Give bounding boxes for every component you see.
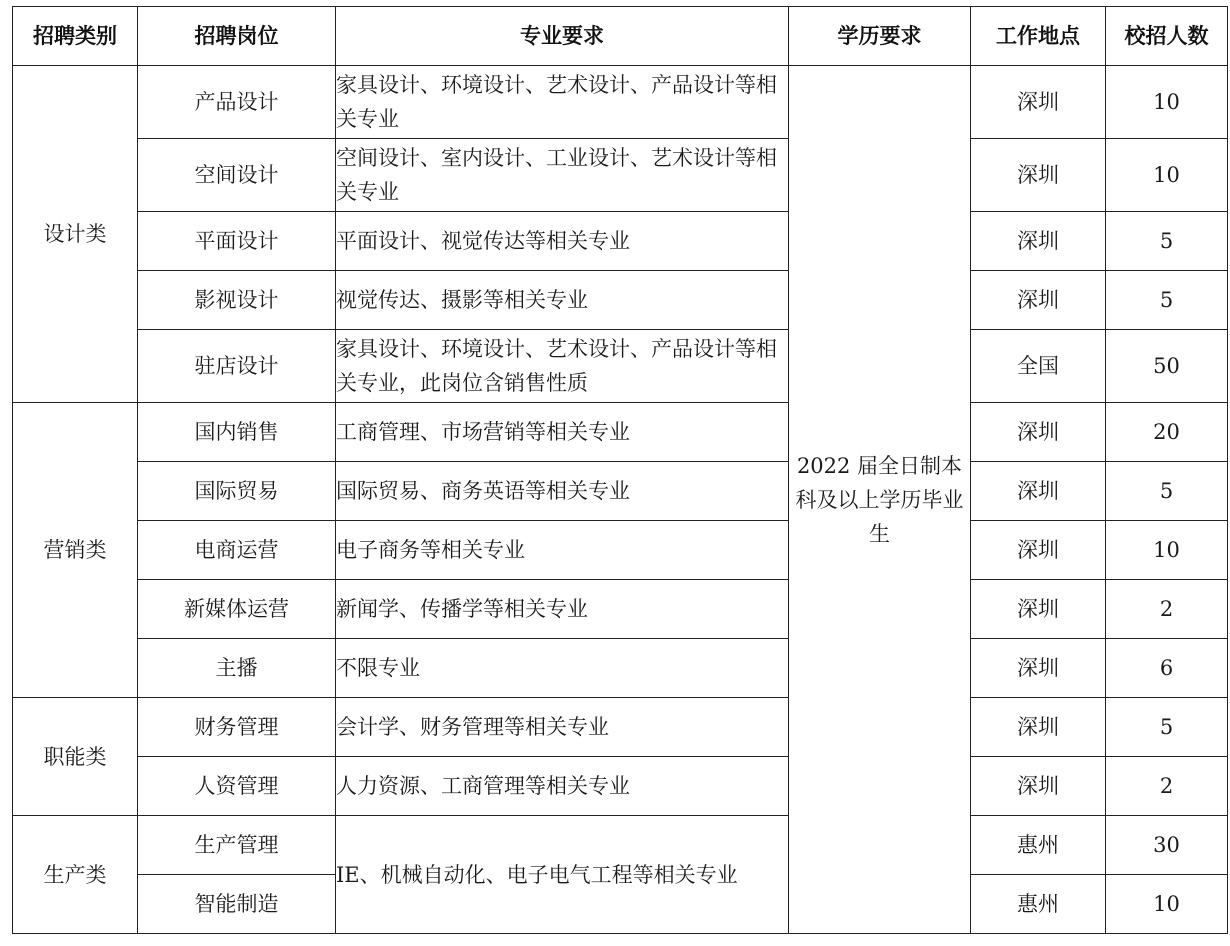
header-row xyxy=(13,7,1228,66)
major-cell: 家具设计、环境设计、艺术设计、产品设计等相关专业，此岗位含销售性质 xyxy=(336,330,789,403)
count-cell: 2 xyxy=(1106,580,1228,639)
major-cell: 不限专业 xyxy=(336,639,789,698)
location-cell: 深圳 xyxy=(971,271,1106,330)
count-cell: 6 xyxy=(1106,639,1228,698)
major-cell: 空间设计、室内设计、工业设计、艺术设计等相关专业 xyxy=(336,139,789,212)
count-cell: 2 xyxy=(1106,757,1228,816)
header-major: 专业要求 xyxy=(336,7,789,66)
location-cell: 深圳 xyxy=(971,462,1106,521)
table-row xyxy=(13,580,1228,639)
location-cell: 深圳 xyxy=(971,212,1106,271)
count-cell: 10 xyxy=(1106,139,1228,212)
count-cell: 5 xyxy=(1106,698,1228,757)
header-position: 招聘岗位 xyxy=(138,7,336,66)
location-cell: 惠州 xyxy=(971,875,1106,934)
category-cell: 生产类 xyxy=(13,816,138,934)
position-cell: 新媒体运营 xyxy=(138,580,336,639)
count-cell: 30 xyxy=(1106,816,1228,875)
position-cell: 智能制造 xyxy=(138,875,336,934)
location-cell: 深圳 xyxy=(971,580,1106,639)
table-row xyxy=(13,462,1228,521)
header-count: 校招人数 xyxy=(1106,7,1228,66)
table-row xyxy=(13,816,1228,875)
location-cell: 深圳 xyxy=(971,521,1106,580)
position-cell: 空间设计 xyxy=(138,139,336,212)
table-row xyxy=(13,212,1228,271)
location-cell: 深圳 xyxy=(971,639,1106,698)
major-cell: 视觉传达、摄影等相关专业 xyxy=(336,271,789,330)
count-cell: 10 xyxy=(1106,521,1228,580)
table-row xyxy=(13,330,1228,403)
position-cell: 主播 xyxy=(138,639,336,698)
table-row xyxy=(13,757,1228,816)
table-row xyxy=(13,66,1228,139)
position-cell: 平面设计 xyxy=(138,212,336,271)
location-cell: 深圳 xyxy=(971,698,1106,757)
position-cell: 电商运营 xyxy=(138,521,336,580)
header-location: 工作地点 xyxy=(971,7,1106,66)
position-cell: 产品设计 xyxy=(138,66,336,139)
major-cell: 工商管理、市场营销等相关专业 xyxy=(336,403,789,462)
table-row xyxy=(13,139,1228,212)
position-cell: 国际贸易 xyxy=(138,462,336,521)
major-cell: 国际贸易、商务英语等相关专业 xyxy=(336,462,789,521)
education-cell: 2022 届全日制本科及以上学历毕业生 xyxy=(789,66,971,934)
count-cell: 50 xyxy=(1106,330,1228,403)
major-cell: 新闻学、传播学等相关专业 xyxy=(336,580,789,639)
location-cell: 深圳 xyxy=(971,757,1106,816)
header-category: 招聘类别 xyxy=(13,7,138,66)
major-cell: 家具设计、环境设计、艺术设计、产品设计等相关专业 xyxy=(336,66,789,139)
category-cell: 营销类 xyxy=(13,403,138,698)
position-cell: 影视设计 xyxy=(138,271,336,330)
table-row xyxy=(13,521,1228,580)
position-cell: 生产管理 xyxy=(138,816,336,875)
position-cell: 驻店设计 xyxy=(138,330,336,403)
location-cell: 全国 xyxy=(971,330,1106,403)
major-cell: 电子商务等相关专业 xyxy=(336,521,789,580)
location-cell: 深圳 xyxy=(971,66,1106,139)
count-cell: 5 xyxy=(1106,271,1228,330)
major-cell: 会计学、财务管理等相关专业 xyxy=(336,698,789,757)
category-cell: 职能类 xyxy=(13,698,138,816)
recruitment-table xyxy=(12,6,1228,934)
table-row xyxy=(13,403,1228,462)
table-row xyxy=(13,271,1228,330)
category-cell: 设计类 xyxy=(13,66,138,403)
table-row xyxy=(13,639,1228,698)
major-cell: 人力资源、工商管理等相关专业 xyxy=(336,757,789,816)
position-cell: 人资管理 xyxy=(138,757,336,816)
count-cell: 5 xyxy=(1106,212,1228,271)
count-cell: 5 xyxy=(1106,462,1228,521)
count-cell: 10 xyxy=(1106,875,1228,934)
major-cell: IE、机械自动化、电子电气工程等相关专业 xyxy=(336,816,789,934)
position-cell: 财务管理 xyxy=(138,698,336,757)
location-cell: 深圳 xyxy=(971,139,1106,212)
count-cell: 10 xyxy=(1106,66,1228,139)
count-cell: 20 xyxy=(1106,403,1228,462)
header-education: 学历要求 xyxy=(789,7,971,66)
location-cell: 深圳 xyxy=(971,403,1106,462)
location-cell: 惠州 xyxy=(971,816,1106,875)
table-row xyxy=(13,698,1228,757)
major-cell: 平面设计、视觉传达等相关专业 xyxy=(336,212,789,271)
position-cell: 国内销售 xyxy=(138,403,336,462)
